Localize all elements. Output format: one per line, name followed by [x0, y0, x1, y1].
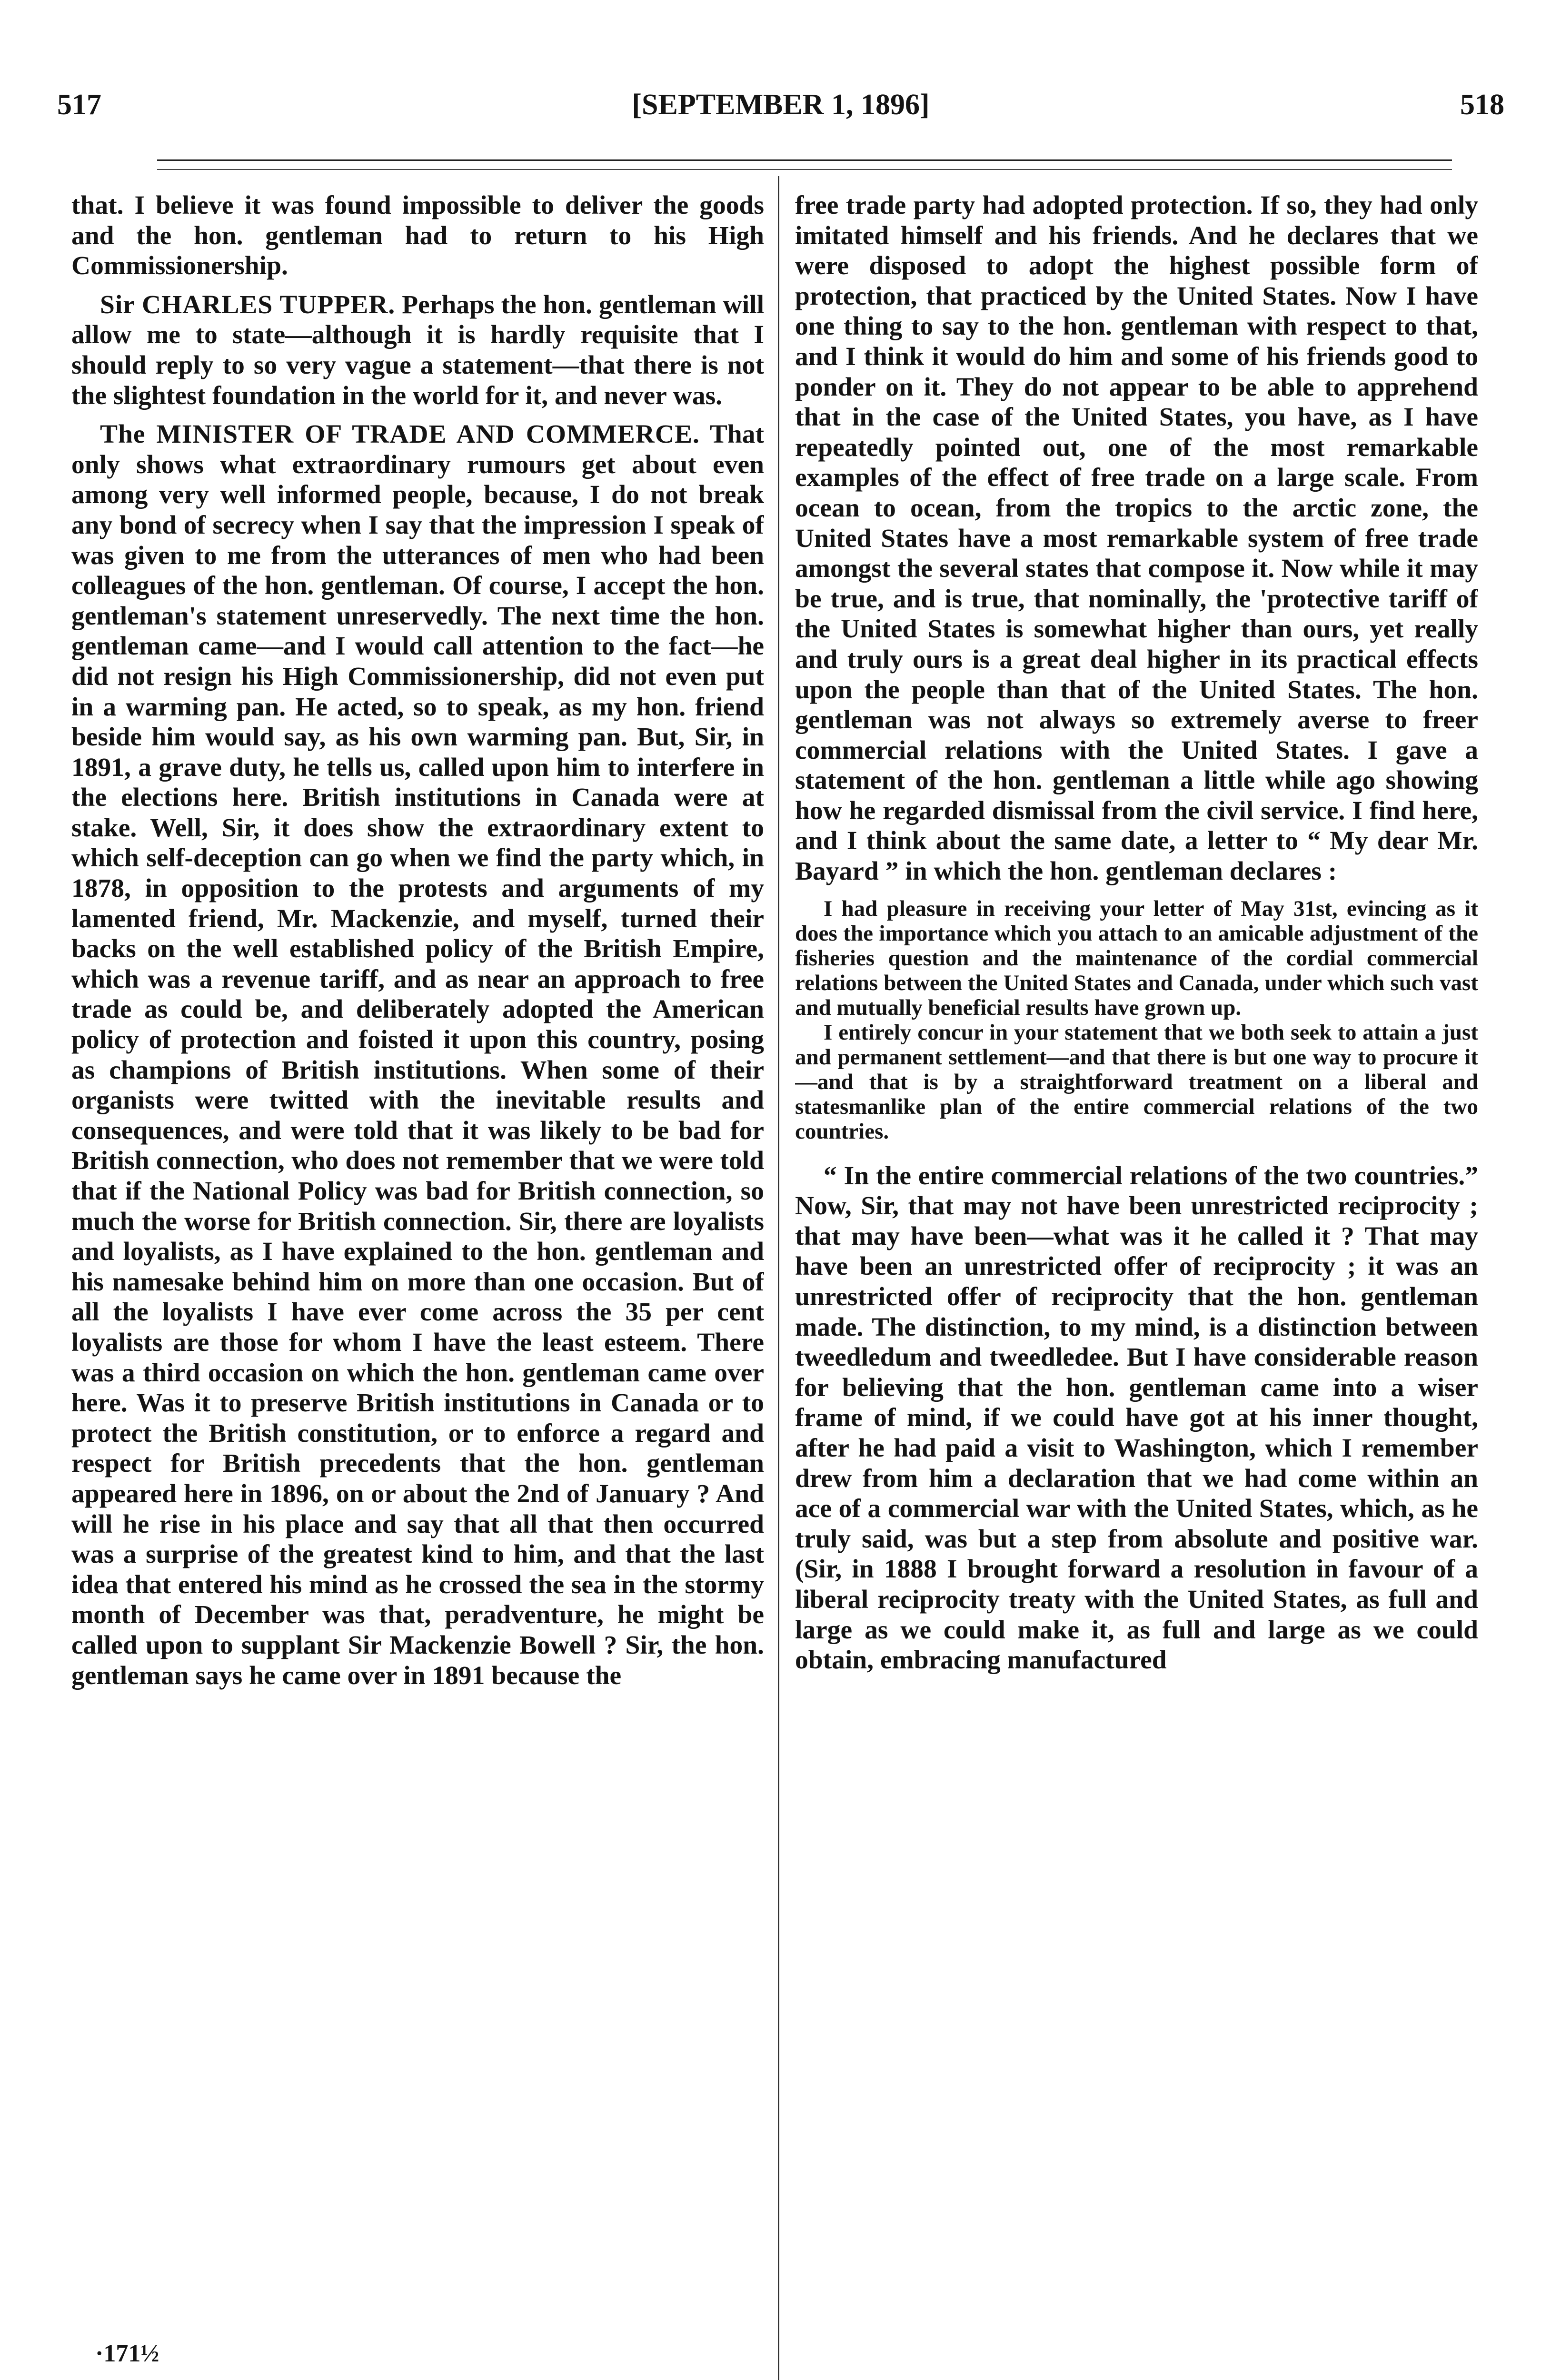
page-date-title: [SEPTEMBER 1, 1896]: [632, 89, 930, 121]
paragraph-2: [71, 290, 764, 411]
quote-paragraph-1: I had pleasure in receiving your letter of May 31st, evincing as it does the importance which you attach to an amicable adjustment of the fisheries question and the maintenance of the cordial commercial relations between the United States and Canada, under which such vast and mutually beneficial results have grown up.: [795, 896, 1478, 1020]
speaker-name: Sir CHARLES TUPPER.: [100, 290, 396, 319]
speaker-name: The MINISTER OF TRADE AND COMMERCE.: [100, 420, 700, 449]
header-rule-top: [157, 159, 1452, 161]
column-divider: [778, 176, 779, 2380]
paragraph-continued: free trade party had adopted protection. If so, they had only imitated himself and his friends. And he declares that we were disposed to adopt the highest possible form of protection, that practiced by the United States. Now I have one thing to say to the hon. gentleman with respect to that, and I think it would do him and some of his friends good to ponder on it. They do not appear to be able to apprehend that in the case of the United States, you have, as I have repeatedly pointed out, one of the most remarkable examples of the effect of free trade on a large scale. From ocean to ocean, from the tropics to the arctic zone, the United States have a most remarkable system of free trade amongst the several states that compose it. Now while it may be true, and is true, that nominally, the 'protective tariff of the United States is somewhat higher than ours, yet really and truly ours is a great deal higher in its practical effects upon the people than that of the United States. The hon. gentleman was not always so extremely averse to freer commercial relations with the United States. I gave a statement of the hon. gentleman a little while ago showing how he regarded dismissal from the civil service. I find here, and I think about the same date, a letter to “ My dear Mr. Bayard ” in which the hon. gentleman declares :: [795, 191, 1478, 886]
paragraph-after-quote: “ In the entire commercial relations of the two countries.” Now, Sir, that may not have been unrestricted reciprocity ; that may have been—what was it he called it ? That may have been an unrestricted offer of reciprocity ; it was an unrestricted offer of reciprocity that the hon. gentleman made. The distinction, to my mind, is a distinction between tweedledum and tweedledee. But I have considerable reason for believing that the hon. gentleman came into a wiser frame of mind, if we could have got at his inner thought, after he had paid a visit to Washington, which I remember drew from him a declaration that we had come within an ace of a commercial war with the United States, which, as he truly said, was but a step from absolute and positive war. (Sir, in 1888 I brought forward a resolution in favour of a liberal reciprocity treaty with the United States, as full and large as we could make it, as full and large as we could obtain, embracing manufactured: [795, 1161, 1478, 1675]
header-rule-bottom: [157, 169, 1452, 170]
letter-quotation: [795, 896, 1478, 1144]
page-number-right: 518: [1460, 89, 1504, 121]
page-header: [57, 88, 1504, 136]
right-column: [795, 190, 1478, 2361]
paragraph-1: that. I believe it was found impossible to deliver the goods and the hon. gentleman had to return to his High Commissionership.: [71, 191, 764, 281]
footer-signature-mark: ·171½: [95, 2340, 159, 2367]
page-number-left: 517: [57, 89, 101, 121]
speech-text: That only shows what extraordinary rumours get about even among very well informed people, because, I do not break any bond of secrecy when I say that the impression I speak of was given to me from the utterances of men who had been colleagues of the hon. gentleman. Of course, I accept the hon. gentleman's statement unreservedly. The next time the hon. gentleman came—and I would call attention to the fact—he did not resign his High Commissionership, did not even put in a warming pan. He acted, so to speak, as my hon. friend beside him would say, as his own warming pan. But, Sir, in 1891, a grave duty, he tells us, called upon him to interfere in the elections here. British institutions in Canada were at stake. Well, Sir, it does show the extraordinary extent to which self-deception can go when we find the party which, in 1878, in opposition to the protests and arguments of my lamented friend, Mr. Mackenzie, and myself, turned their backs on the well established policy of the British Empire, which was a revenue tariff, and as near an approach to free trade as could be, and deliberately adopted the American policy of protection and foisted it upon this country, posing as champions of British institutions. When some of their organists were twitted with the inevitable results and consequences, and were told that it was likely to be bad for British connection, who does not remember that we were told that if the National Policy was bad for British connection, so much the worse for British connection. Sir, there are loyalists and loyalists, as I have explained to the hon. gentleman and his namesake behind him on more than one occasion. But of all the loyalists I have ever come across the 35 per cent loyalists are those for whom I have the least esteem. There was a third occasion on which the hon. gentleman came over here. Was it to preserve British institutions in Canada or to protect the British constitution, or to enforce a regard and respect for British precedents that the hon. gentleman appeared here in 1896, on or about the 2nd of January ? And will he rise in his place and say that all that then occurred was a surprise of the greatest kind to him, and that the last idea that entered his mind as he crossed the sea in the stormy month of December was that, peradventure, he might be called upon to supplant Sir Mackenzie Bowell ? Sir, the hon. gentleman says he came over in 1891 because the: [71, 420, 764, 1690]
quote-paragraph-2: I entirely concur in your statement that we both seek to attain a just and permanent settlement—and that there is but one way to procure it—and that is by a straightforward treatment on a liberal and statesmanlike plan of the entire commercial relations of the two countries.: [795, 1020, 1478, 1144]
left-column: [71, 190, 764, 2361]
speech-text: Perhaps the hon. gentleman will allow me to state—although it is hardly requisite that I should reply to so very vague a statement—that there is not the slightest foundation in the world for it, and never was.: [71, 290, 764, 410]
paragraph-3: [71, 419, 764, 1691]
